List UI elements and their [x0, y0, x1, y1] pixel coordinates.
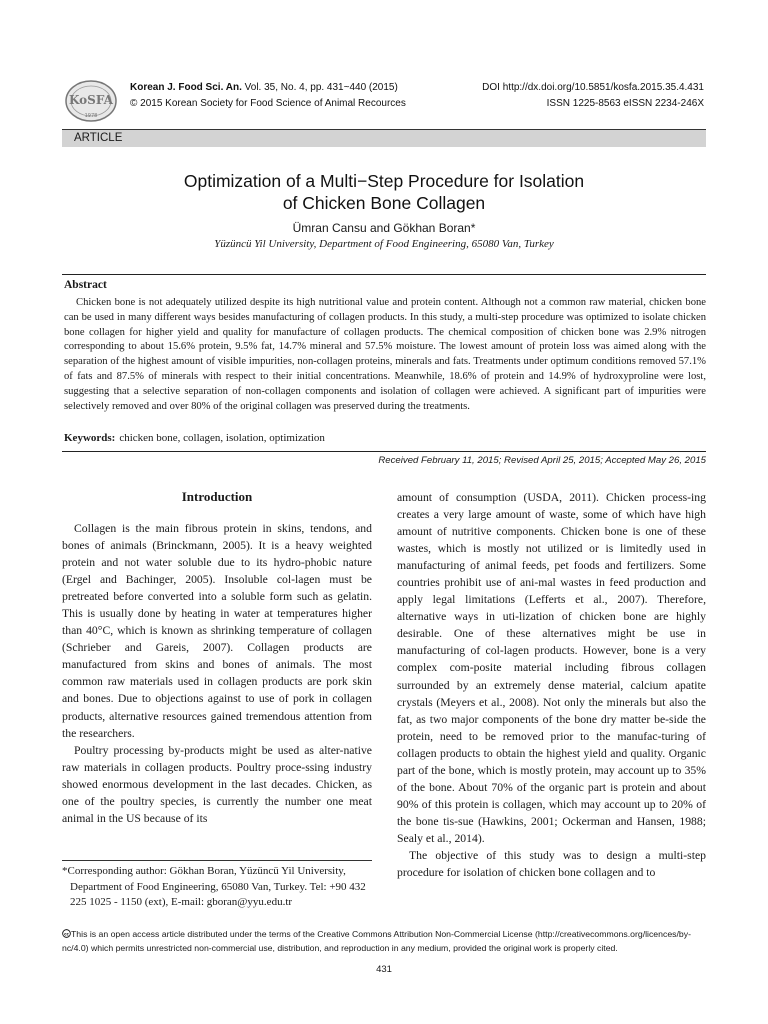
- footnote-text: *Corresponding author: Gökhan Boran, Yüzüncü Yil University, Department of Food Engineering, 65080 Van, Turkey. Tel: +90 432 225 1025 - 1150 (ext), E-mail: gboran@yyu.edu.tr: [62, 865, 366, 908]
- svg-text:1978: 1978: [84, 113, 98, 119]
- journal-header: [130, 80, 406, 112]
- footnote-rule: [62, 860, 372, 861]
- doi-block: [482, 80, 704, 112]
- title-line-1: Optimization of a Multi−Step Procedure for Isolation: [183, 171, 585, 191]
- svg-text:KoSFA: KoSFA: [69, 93, 113, 107]
- section-heading-introduction: Introduction: [181, 489, 253, 504]
- affiliation: Yüzüncü Yil University, Department of Food Engineering, 65080 Van, Turkey: [214, 238, 554, 250]
- paragraph: The objective of this study was to design a multi-step procedure for isolation of chicken bone collagen and to: [397, 848, 706, 880]
- journal-citation: Vol. 35, No. 4, pp. 431~440 (2015): [244, 82, 398, 93]
- corresponding-author-footnote: [62, 864, 374, 911]
- paragraph: amount of consumption (USDA, 2011). Chicken process-ing creates a very large amount of waste, some of which have high amount of nutritive components. Chicken bone is one of these wastes, which is mostly not utilized or is limitedly used in manufacturing of animal feeds, pet foods and fertilizers. Some countries prohibit use of ani-mal wastes in feed production and apply legal limitations (Lefferts et al., 2007). Therefore, alternative ways in uti-lization of chicken bone are highly desirable. One of these alternatives might be use in manufacturing of col-lagen products. However, bone is a very complex com-posite material including fibrous collagen surrounded by an extremely dense material, calcium apatite crystals (Meyers et al., 2008). Not only the minerals but also the fat, as two major components of the bone dry matter be-side the protein, need to be removed prior to the manufac-turing of collagen products to obtain the highest yield and quality. Organic part of the bone, which is mostly protein, may account up to 35% of the bone. About 70% of the organic part is protein and about 90% of this protein is collagen, which may account up to 20% of the bone tis-sue (Hawkins, 2001; Ockerman and Hansen, 1988; Sealy et al., 2014).: [397, 491, 706, 845]
- keywords-rule: [62, 451, 706, 452]
- abstract-text: Chicken bone is not adequately utilized despite its high nutritional value and protein content. Although not a common raw material, chicken bone can be used in many different ways besides manufacturing of collagen products. In this study, a multi-step procedure was optimized to isolate chicken bone collagen for higher yield and quality for manufacture of collagen products. The chemical composition of chicken bone was 2.9% nitrogen corresponding to about 15.6% protein, 9.5% fat, 14.7% mineral and 57.5% moisture. The lowest amount of protein loss was aimed along with the separation of the highest amount of visible impurities, non-collagen proteins, minerals and fats. Treatments under optimum conditions removed 57.1% of fats and 87.5% of minerals with respect to their initial concentrations. Meanwhile, 18.6% of protein and 14.9% of hydroxyproline were lost, suggesting that a selective separation of non-collagen components and isolation of collagen were achieved. A significant part of impurities were selectively removed and over 80% of the original collagen was preserved during the treatments.: [64, 297, 706, 412]
- paragraph: Poultry processing by-products might be used as alter-native raw materials in collagen products. Poultry proce-ssing industry showed enormous development in the last decades. Chicken, as one of the poultry species, is currently the number one meat animal in the US because of its: [62, 743, 372, 825]
- keywords-list: chicken bone, collagen, isolation, optimization: [119, 432, 325, 444]
- body-column-right: [397, 489, 706, 881]
- section-bar: [62, 129, 706, 147]
- license-text: This is an open access article distributed under the terms of the Creative Commons Attribution Non-Commercial License (http://creativecommons.org/licences/by-nc/4.0) which permits unrestricted non-commercial use, distribution, and reproduction in any medium, provided the original work is properly cited.: [62, 929, 691, 953]
- doi-link[interactable]: DOI http://dx.doi.org/10.5851/kosfa.2015.35.4.431: [482, 82, 704, 93]
- cc-icon: [62, 929, 71, 938]
- svg-text:cc: cc: [64, 931, 69, 937]
- license-note: [62, 927, 706, 955]
- paragraph: Collagen is the main fibrous protein in skins, tendons, and bones of animals (Brinckmann, 2005). It is a heavy weighted protein and not water soluble due to its hydro-phobic nature (Ergel and Bachinger, 2005). Insoluble col-lagen must be pretreated before converted into a soluble form such as gelatin. This is usually done by heating in water at temperatures higher than 40°C, which is known as shrinking temperature of collagen (Schrieber and Gareis, 2007). Collagen products are manufactured from skins and bones of animals. The most common raw materials used in collagen products are pork skin and bones. Due to objections against to use of pork in collagen products, alternative resources gained tremendous attention from the researchers.: [62, 522, 372, 740]
- page-number: 431: [376, 964, 392, 975]
- issn-line: ISSN 1225-8563 eISSN 2234-246X: [546, 98, 704, 109]
- journal-name: Korean J. Food Sci. An.: [130, 82, 242, 93]
- body-column-left: [62, 520, 372, 827]
- paper-title: [62, 170, 706, 214]
- keywords-label: Keywords:: [64, 432, 116, 444]
- section-label: ARTICLE: [74, 132, 123, 144]
- authors: Ümran Cansu and Gökhan Boran*: [292, 221, 476, 235]
- copyright-line: © 2015 Korean Society for Food Science of Animal Recources: [130, 98, 406, 109]
- received-dates: Received February 11, 2015; Revised April 25, 2015; Accepted May 26, 2015: [378, 455, 706, 466]
- title-line-2: of Chicken Bone Collagen: [282, 193, 486, 213]
- abstract-heading: Abstract: [64, 279, 107, 291]
- abstract-top-rule: [62, 274, 706, 275]
- kosfa-logo: [64, 78, 118, 124]
- keywords: [64, 432, 325, 444]
